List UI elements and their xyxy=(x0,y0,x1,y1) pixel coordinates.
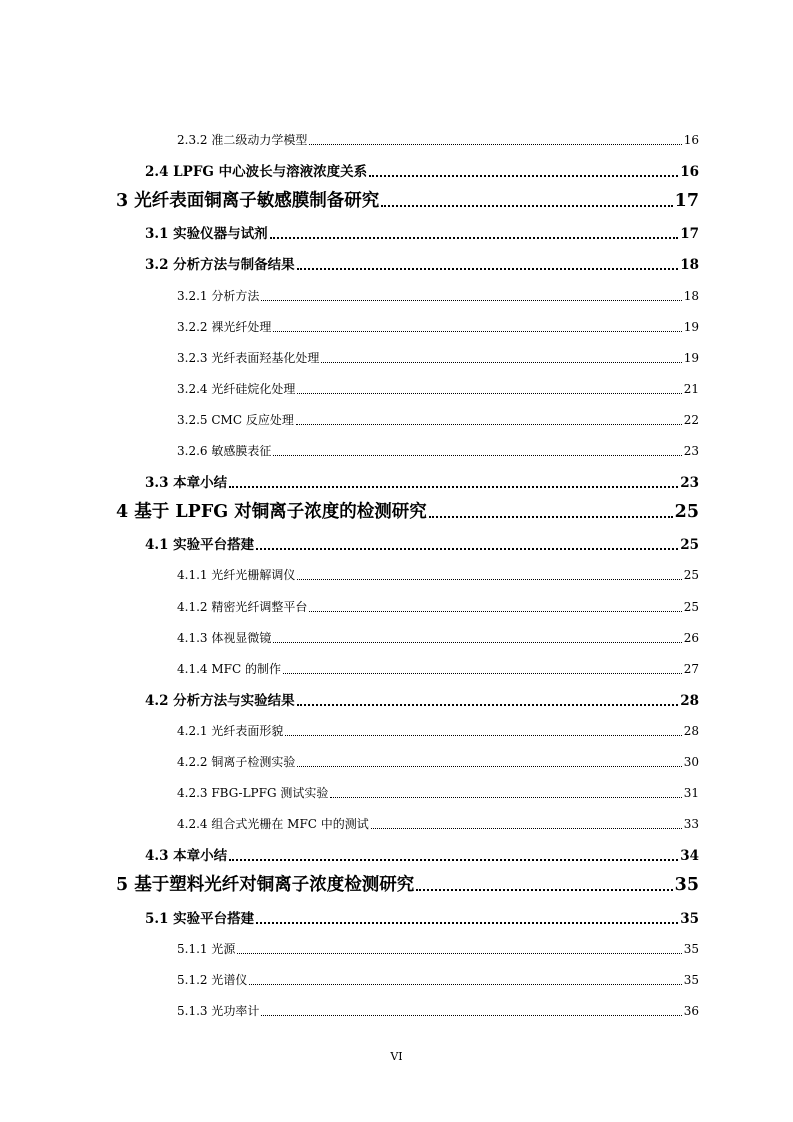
toc-entry[interactable] xyxy=(145,471,699,491)
toc-entry-page: 31 xyxy=(683,786,699,801)
toc-entry-title: 4.1.4 MFC 的制作 xyxy=(177,661,281,676)
toc-entry-page: 19 xyxy=(683,319,699,334)
toc-leader-dots xyxy=(297,579,681,580)
toc-leader-dots xyxy=(237,953,681,954)
toc-entry-title: 4.1 实验平台搭建 xyxy=(145,537,255,554)
toc-entry-title: 2.3.2 准二级动力学模型 xyxy=(177,133,308,147)
toc-leader-dots xyxy=(297,393,681,394)
toc-entry-page: 35 xyxy=(674,875,699,896)
toc-leader-dots xyxy=(297,268,679,270)
toc-entry-page: 30 xyxy=(683,755,699,769)
toc-entry-page: 35 xyxy=(683,972,699,987)
toc-leader-dots xyxy=(273,642,681,643)
toc-entry-title: 4.2.3 FBG-LPFG 测试实验 xyxy=(177,786,329,801)
toc-entry-page: 19 xyxy=(683,350,699,365)
toc-leader-dots xyxy=(256,922,678,924)
toc-entry-title: 3.3 本章小结 xyxy=(145,475,228,492)
toc-entry[interactable] xyxy=(177,722,699,739)
toc-entry[interactable] xyxy=(116,187,699,212)
toc-entry-page: 35 xyxy=(680,910,699,927)
toc-entry-title: 3.2.6 敏感膜表征 xyxy=(177,444,272,458)
toc-entry-page: 25 xyxy=(674,502,699,523)
toc-entry-page: 23 xyxy=(680,475,699,492)
toc-entry[interactable] xyxy=(177,380,699,397)
toc-entry[interactable] xyxy=(177,660,699,677)
toc-entry-page: 17 xyxy=(674,191,699,212)
toc-entry-title: 3.2.2 裸光纤处理 xyxy=(177,319,272,334)
toc-entry[interactable] xyxy=(145,844,699,864)
toc-entry-page: 21 xyxy=(683,381,699,396)
toc-entry-title: 3 光纤表面铜离子敏感膜制备研究 xyxy=(116,191,380,212)
toc-leader-dots xyxy=(429,516,673,518)
toc-entry-title: 3.2.3 光纤表面羟基化处理 xyxy=(177,350,320,365)
toc-leader-dots xyxy=(309,144,681,145)
toc-entry-title: 4.3 本章小结 xyxy=(145,848,228,865)
toc-leader-dots xyxy=(285,735,681,736)
toc-leader-dots xyxy=(229,486,678,488)
toc-leader-dots xyxy=(309,611,681,612)
toc-entry-page: 16 xyxy=(680,164,699,181)
toc-entry-title: 3.2.1 分析方法 xyxy=(177,288,260,303)
toc-entry-page: 28 xyxy=(680,692,699,709)
toc-entry[interactable] xyxy=(145,160,699,180)
toc-entry-title: 4.2 分析方法与实验结果 xyxy=(145,692,295,709)
toc-entry[interactable] xyxy=(177,753,699,770)
toc-entry-title: 4.2.4 组合式光栅在 MFC 中的测试 xyxy=(177,817,369,832)
toc-entry[interactable] xyxy=(177,442,699,459)
toc-leader-dots xyxy=(297,766,681,767)
toc-entry-page: 16 xyxy=(683,133,699,147)
toc-entry-page: 35 xyxy=(683,941,699,956)
toc-leader-dots xyxy=(297,704,679,706)
toc-leader-dots xyxy=(229,859,678,861)
toc-entry-title: 3.2.4 光纤硅烷化处理 xyxy=(177,381,296,396)
toc-entry-page: 34 xyxy=(680,848,699,865)
toc-entry[interactable] xyxy=(145,253,699,273)
toc-entry[interactable] xyxy=(145,907,699,927)
toc-leader-dots xyxy=(330,797,681,798)
toc-leader-dots xyxy=(256,548,678,550)
toc-entry-page: 22 xyxy=(683,412,699,427)
toc-leader-dots xyxy=(261,1015,681,1016)
toc-entry[interactable] xyxy=(145,689,699,709)
toc-entry-title: 3.1 实验仪器与试剂 xyxy=(145,226,268,243)
toc-entry[interactable] xyxy=(177,629,699,646)
toc-entry-page: 27 xyxy=(683,661,699,676)
toc-entry-title: 4.1.1 光纤光栅解调仪 xyxy=(177,568,296,583)
toc-entry[interactable] xyxy=(177,598,699,615)
toc-leader-dots xyxy=(416,889,672,891)
toc-entry[interactable] xyxy=(177,349,699,366)
toc-entry[interactable] xyxy=(177,411,699,428)
toc-entry[interactable] xyxy=(177,784,699,801)
toc-entry[interactable] xyxy=(177,815,699,832)
toc-entry-page: 28 xyxy=(683,723,699,738)
toc-entry-page: 18 xyxy=(680,257,699,274)
toc-leader-dots xyxy=(381,205,672,207)
toc-entry[interactable] xyxy=(177,566,699,583)
toc-entry[interactable] xyxy=(177,1002,699,1019)
toc-entry-title: 4 基于 LPFG 对铜离子浓度的检测研究 xyxy=(116,502,427,523)
toc-entry-page: 36 xyxy=(683,1003,699,1018)
toc-entry-page: 33 xyxy=(683,817,699,832)
toc-entry-page: 25 xyxy=(683,568,699,583)
toc-leader-dots xyxy=(273,455,681,456)
toc-entry[interactable] xyxy=(116,498,699,523)
page-number: VI xyxy=(390,1050,403,1063)
toc-entry-title: 2.4 LPFG 中心波长与溶液浓度关系 xyxy=(145,164,368,181)
toc-leader-dots xyxy=(321,362,681,363)
toc-leader-dots xyxy=(371,828,682,829)
toc-entry-title: 5.1.3 光功率计 xyxy=(177,1003,260,1018)
toc-entry[interactable] xyxy=(177,131,699,148)
toc-entry[interactable] xyxy=(177,971,699,988)
toc-leader-dots xyxy=(283,673,682,674)
toc-leader-dots xyxy=(273,331,681,332)
toc-entry-title: 4.1.3 体视显微镜 xyxy=(177,630,272,645)
toc-entry-title: 3.2.5 CMC 反应处理 xyxy=(177,412,294,427)
toc-entry-title: 4.1.2 精密光纤调整平台 xyxy=(177,599,308,614)
toc-leader-dots xyxy=(270,237,679,239)
toc-entry-page: 25 xyxy=(680,537,699,554)
toc-leader-dots xyxy=(261,300,681,301)
toc-entry-title: 5 基于塑料光纤对铜离子浓度检测研究 xyxy=(116,875,415,896)
toc-entry[interactable] xyxy=(145,533,699,553)
toc-entry-page: 17 xyxy=(680,226,699,243)
toc-leader-dots xyxy=(369,175,678,177)
toc-entry-page: 23 xyxy=(683,444,699,458)
toc-entry-page: 26 xyxy=(683,630,699,645)
toc-leader-dots xyxy=(296,424,682,425)
toc-entry-title: 5.1.1 光源 xyxy=(177,941,236,956)
toc-entry-page: 18 xyxy=(683,288,699,303)
toc-entry[interactable] xyxy=(145,222,699,242)
toc-entry-title: 5.1 实验平台搭建 xyxy=(145,910,255,927)
toc-entry[interactable] xyxy=(177,287,699,304)
toc-entry[interactable] xyxy=(116,871,699,896)
toc-entry[interactable] xyxy=(177,940,699,957)
toc-entry-page: 25 xyxy=(683,599,699,614)
toc-entry-title: 4.2.1 光纤表面形貌 xyxy=(177,723,284,738)
toc-entry-title: 5.1.2 光谱仪 xyxy=(177,972,248,987)
toc-entry-title: 3.2 分析方法与制备结果 xyxy=(145,257,295,274)
toc-entry-title: 4.2.2 铜离子检测实验 xyxy=(177,755,296,769)
toc-entry[interactable] xyxy=(177,318,699,335)
toc-leader-dots xyxy=(249,984,681,985)
